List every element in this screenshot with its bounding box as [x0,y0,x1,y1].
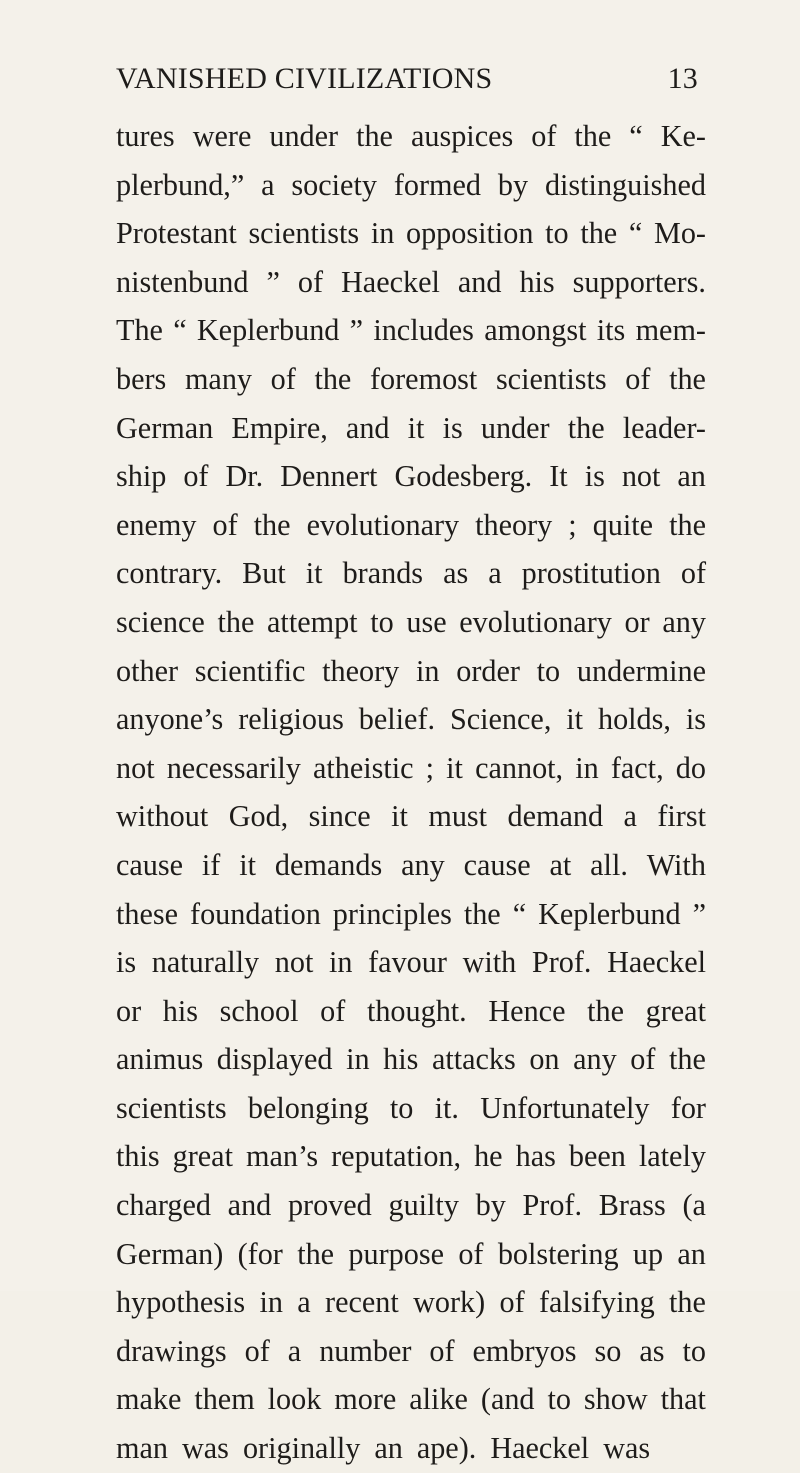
word: been [568,1139,626,1174]
word: anyone’s [116,702,224,737]
text-line [116,112,706,161]
word: to [536,653,561,688]
word: recent [325,1285,399,1320]
word: enemy [116,507,197,542]
word: his [162,993,199,1028]
word: cause [463,847,531,882]
word: it [391,799,408,834]
word: Dr. [225,459,264,494]
word: of [625,361,651,396]
word: “ [628,216,643,251]
text-line [116,695,706,744]
word: school [219,993,299,1028]
word: the [580,216,618,251]
word: in [346,1042,370,1077]
word: a [488,556,502,591]
word: under [269,119,339,153]
word: distinguished [544,167,706,202]
word: is [584,459,605,494]
word: the [217,604,255,639]
word: necessarily [166,750,301,785]
word: as [443,556,469,591]
word: of [320,993,346,1028]
word: great [645,993,706,1028]
word: these [116,896,179,931]
word: this [116,1139,160,1174]
word: Haeckel [490,1431,590,1466]
word: The [116,313,163,348]
text-line [116,209,706,258]
word: demands [274,847,383,882]
word: Keplerbund [538,896,681,931]
word: undermine [576,653,706,688]
word: use [406,604,447,639]
word: nistenbund [116,264,249,299]
word: of [680,556,706,591]
word: he [474,1139,503,1174]
word: prostitution [521,556,661,591]
word: contrary. [116,556,223,591]
word: of [429,1333,455,1368]
word: demand [507,799,604,834]
word: purpose [348,1236,444,1271]
word: under [480,410,550,445]
word: first [657,799,706,834]
word: leader- [622,410,706,445]
text-line [116,1035,706,1084]
word: With [646,847,706,882]
word: quite [592,507,654,542]
word: “ [512,896,527,931]
text-line [116,598,706,647]
word: Keplerbund [196,313,340,348]
word: Empire, [231,410,328,445]
word: of [458,1236,484,1271]
word: Haeckel [607,945,706,980]
word: is [685,702,706,737]
word: of [630,1042,656,1077]
word: it [446,750,463,785]
word: (and [480,1382,535,1417]
word: thought. [366,993,467,1028]
word: alike [409,1382,468,1417]
word: society [291,167,377,202]
word: a [297,1285,311,1320]
text-line [116,404,706,453]
word: Prof. [522,1188,583,1223]
word: the [297,1236,335,1271]
word: was [181,1431,229,1466]
word: the [669,1285,706,1320]
word: if [201,847,221,882]
word: to [389,1090,414,1125]
word: order [456,653,520,688]
word: the [356,119,393,153]
text-line [116,647,706,696]
word: in [370,216,395,251]
text-line [116,1132,706,1181]
word: to [545,216,569,251]
text-line [116,987,706,1036]
word: fact, [610,750,664,785]
word: in [259,1285,283,1320]
word: an [677,1236,706,1271]
text-line [116,792,706,841]
text-line [116,1327,706,1376]
word: the [253,507,291,542]
word: supporters. [572,264,706,299]
word: attempt [267,604,358,639]
word: its [596,313,626,348]
text-line [116,355,706,404]
word: falsifying [538,1285,655,1320]
word: bolstering [497,1236,619,1271]
word: man [116,1431,168,1466]
word: religious [238,702,344,737]
word: look [267,1382,322,1417]
word: as [639,1333,665,1368]
word: German [116,410,214,445]
word: of [183,459,209,494]
word: a [261,167,275,202]
text-line [116,1424,706,1473]
word: of [531,119,557,153]
word: and [227,1188,272,1223]
text-line [116,1375,706,1424]
text-line [116,501,706,550]
word: of [212,507,238,542]
word: animus [116,1042,204,1077]
text-line [116,1181,706,1230]
word: it [239,847,257,882]
text-line [116,890,706,939]
word: not [116,750,155,785]
word: it [305,556,323,591]
word: more [334,1382,397,1417]
word: formed [393,167,481,202]
word: favour [368,945,447,980]
word: it. [434,1090,459,1125]
word: the [669,507,706,542]
word: holds, [597,702,671,737]
text-line [116,1278,706,1327]
word: of [297,264,324,299]
word: scientists [116,1090,227,1125]
word: mem- [635,313,706,348]
running-title: VANISHED CIVILIZATIONS [116,62,493,95]
word: in [575,750,599,785]
word: “ [629,119,643,153]
word: brands [342,556,424,591]
word: on [529,1042,560,1077]
word: bers [116,361,167,396]
word: at [549,847,572,882]
word: ” [349,313,364,348]
word: evolutionary [459,604,612,639]
word: Hence [488,993,566,1028]
word: Haeckel [341,264,440,299]
word: proved [287,1188,372,1223]
word: by [497,167,529,202]
word: of [270,361,296,396]
word: were [192,119,252,153]
running-head [116,62,698,102]
word: plerbund,” [116,167,245,202]
word: belonging [247,1090,369,1125]
word: Brass [598,1188,666,1223]
word: of [244,1333,270,1368]
word: the [574,119,612,153]
word: ape). [416,1431,477,1466]
word: cause [116,847,184,882]
word: drawings [116,1333,227,1368]
word: (for [237,1236,283,1271]
word: foremost [369,361,478,396]
word: by [475,1188,506,1223]
word: his [519,264,555,299]
word: work) [413,1285,486,1320]
text-line [116,549,706,598]
word: includes [373,313,474,348]
text-line [116,258,706,307]
word: other [116,653,179,688]
word: man’s [246,1139,319,1174]
word: evolutionary [306,507,460,542]
word: principles [332,896,452,931]
word: to [682,1333,706,1368]
word: auspices [410,119,514,153]
page-number: 13 [667,62,698,95]
text-line [116,1084,706,1133]
word: naturally [151,945,260,980]
word: Dennert [280,459,378,494]
word: and [457,264,502,299]
word: charged [116,1188,211,1223]
word: that [660,1382,706,1417]
word: God, [228,799,289,834]
word: Protestant [116,216,237,251]
word: the [463,896,501,931]
word: with [462,945,517,980]
word: hypothesis [116,1285,246,1320]
word: to [547,1382,571,1417]
word: Prof. [531,945,592,980]
word: Godesberg. [394,459,533,494]
word: in [328,945,353,980]
text-line [116,1230,706,1279]
word: show [583,1382,648,1417]
word: the [567,410,605,445]
word: ; [425,750,435,785]
text-line [116,841,706,890]
word: lately [638,1139,706,1174]
word: any [573,1042,617,1077]
text-line [116,161,706,210]
word: Unfortunately [480,1090,650,1125]
word: (a [682,1188,706,1223]
word: to [370,604,394,639]
word: the [669,1042,706,1077]
word: many [184,361,253,396]
word: foundation [190,896,321,931]
word: originally [242,1431,361,1466]
word: theory [322,653,400,688]
word: the [314,361,352,396]
word: was [603,1431,651,1466]
word: ” [692,896,706,931]
word: amongst [484,313,587,348]
word: an [374,1431,403,1466]
word: great [172,1139,233,1174]
word: theory [475,507,553,542]
word: Mo- [654,216,706,251]
word: “ [173,313,187,348]
word: atheistic [312,750,414,785]
word: ; [568,507,577,542]
word: any [662,604,706,639]
word: any [401,847,445,882]
text-line [116,306,706,355]
word: all. [590,847,628,882]
word: attacks [431,1042,516,1077]
word: scientists [495,361,607,396]
word: so [594,1333,622,1368]
text-line [116,938,706,987]
word: his [383,1042,419,1077]
word: do [675,750,706,785]
word: or [624,604,650,639]
word: for [670,1090,706,1125]
word: a [623,799,637,834]
word: belief. [358,702,436,737]
word: ship [116,459,167,494]
word: the [587,993,624,1028]
word: and [345,410,390,445]
word: is [442,410,463,445]
word: not [621,459,661,494]
word: a [287,1333,302,1368]
word: guilty [388,1188,459,1223]
word: or [116,993,142,1028]
word: opposition [405,216,534,251]
word: Science, [449,702,552,737]
word: It [549,459,568,494]
word: number [319,1333,412,1368]
word: displayed [216,1042,333,1077]
word: it [407,410,425,445]
word: since [308,799,371,834]
word: in [416,653,440,688]
word: without [116,799,209,834]
word: make [116,1382,182,1417]
word: an [677,459,706,494]
word: embryos [472,1333,577,1368]
word: science [116,604,205,639]
word: But [242,556,286,591]
word: tures [116,119,175,153]
word: Ke- [660,119,706,153]
word: has [515,1139,556,1174]
text-line [116,744,706,793]
word: scientists [248,216,360,251]
word: reputation, [331,1139,462,1174]
word: is [116,945,137,980]
word: of [499,1285,525,1320]
text-line [116,452,706,501]
word: it [566,702,584,737]
body-text [116,112,706,1473]
word: not [274,945,314,980]
word: up [632,1236,664,1271]
word: ” [266,264,280,299]
word: must [428,799,488,834]
word: scientific [194,653,306,688]
word: German) [116,1236,224,1271]
word: the [669,361,706,396]
word: cannot, [475,750,564,785]
word: them [194,1382,255,1417]
